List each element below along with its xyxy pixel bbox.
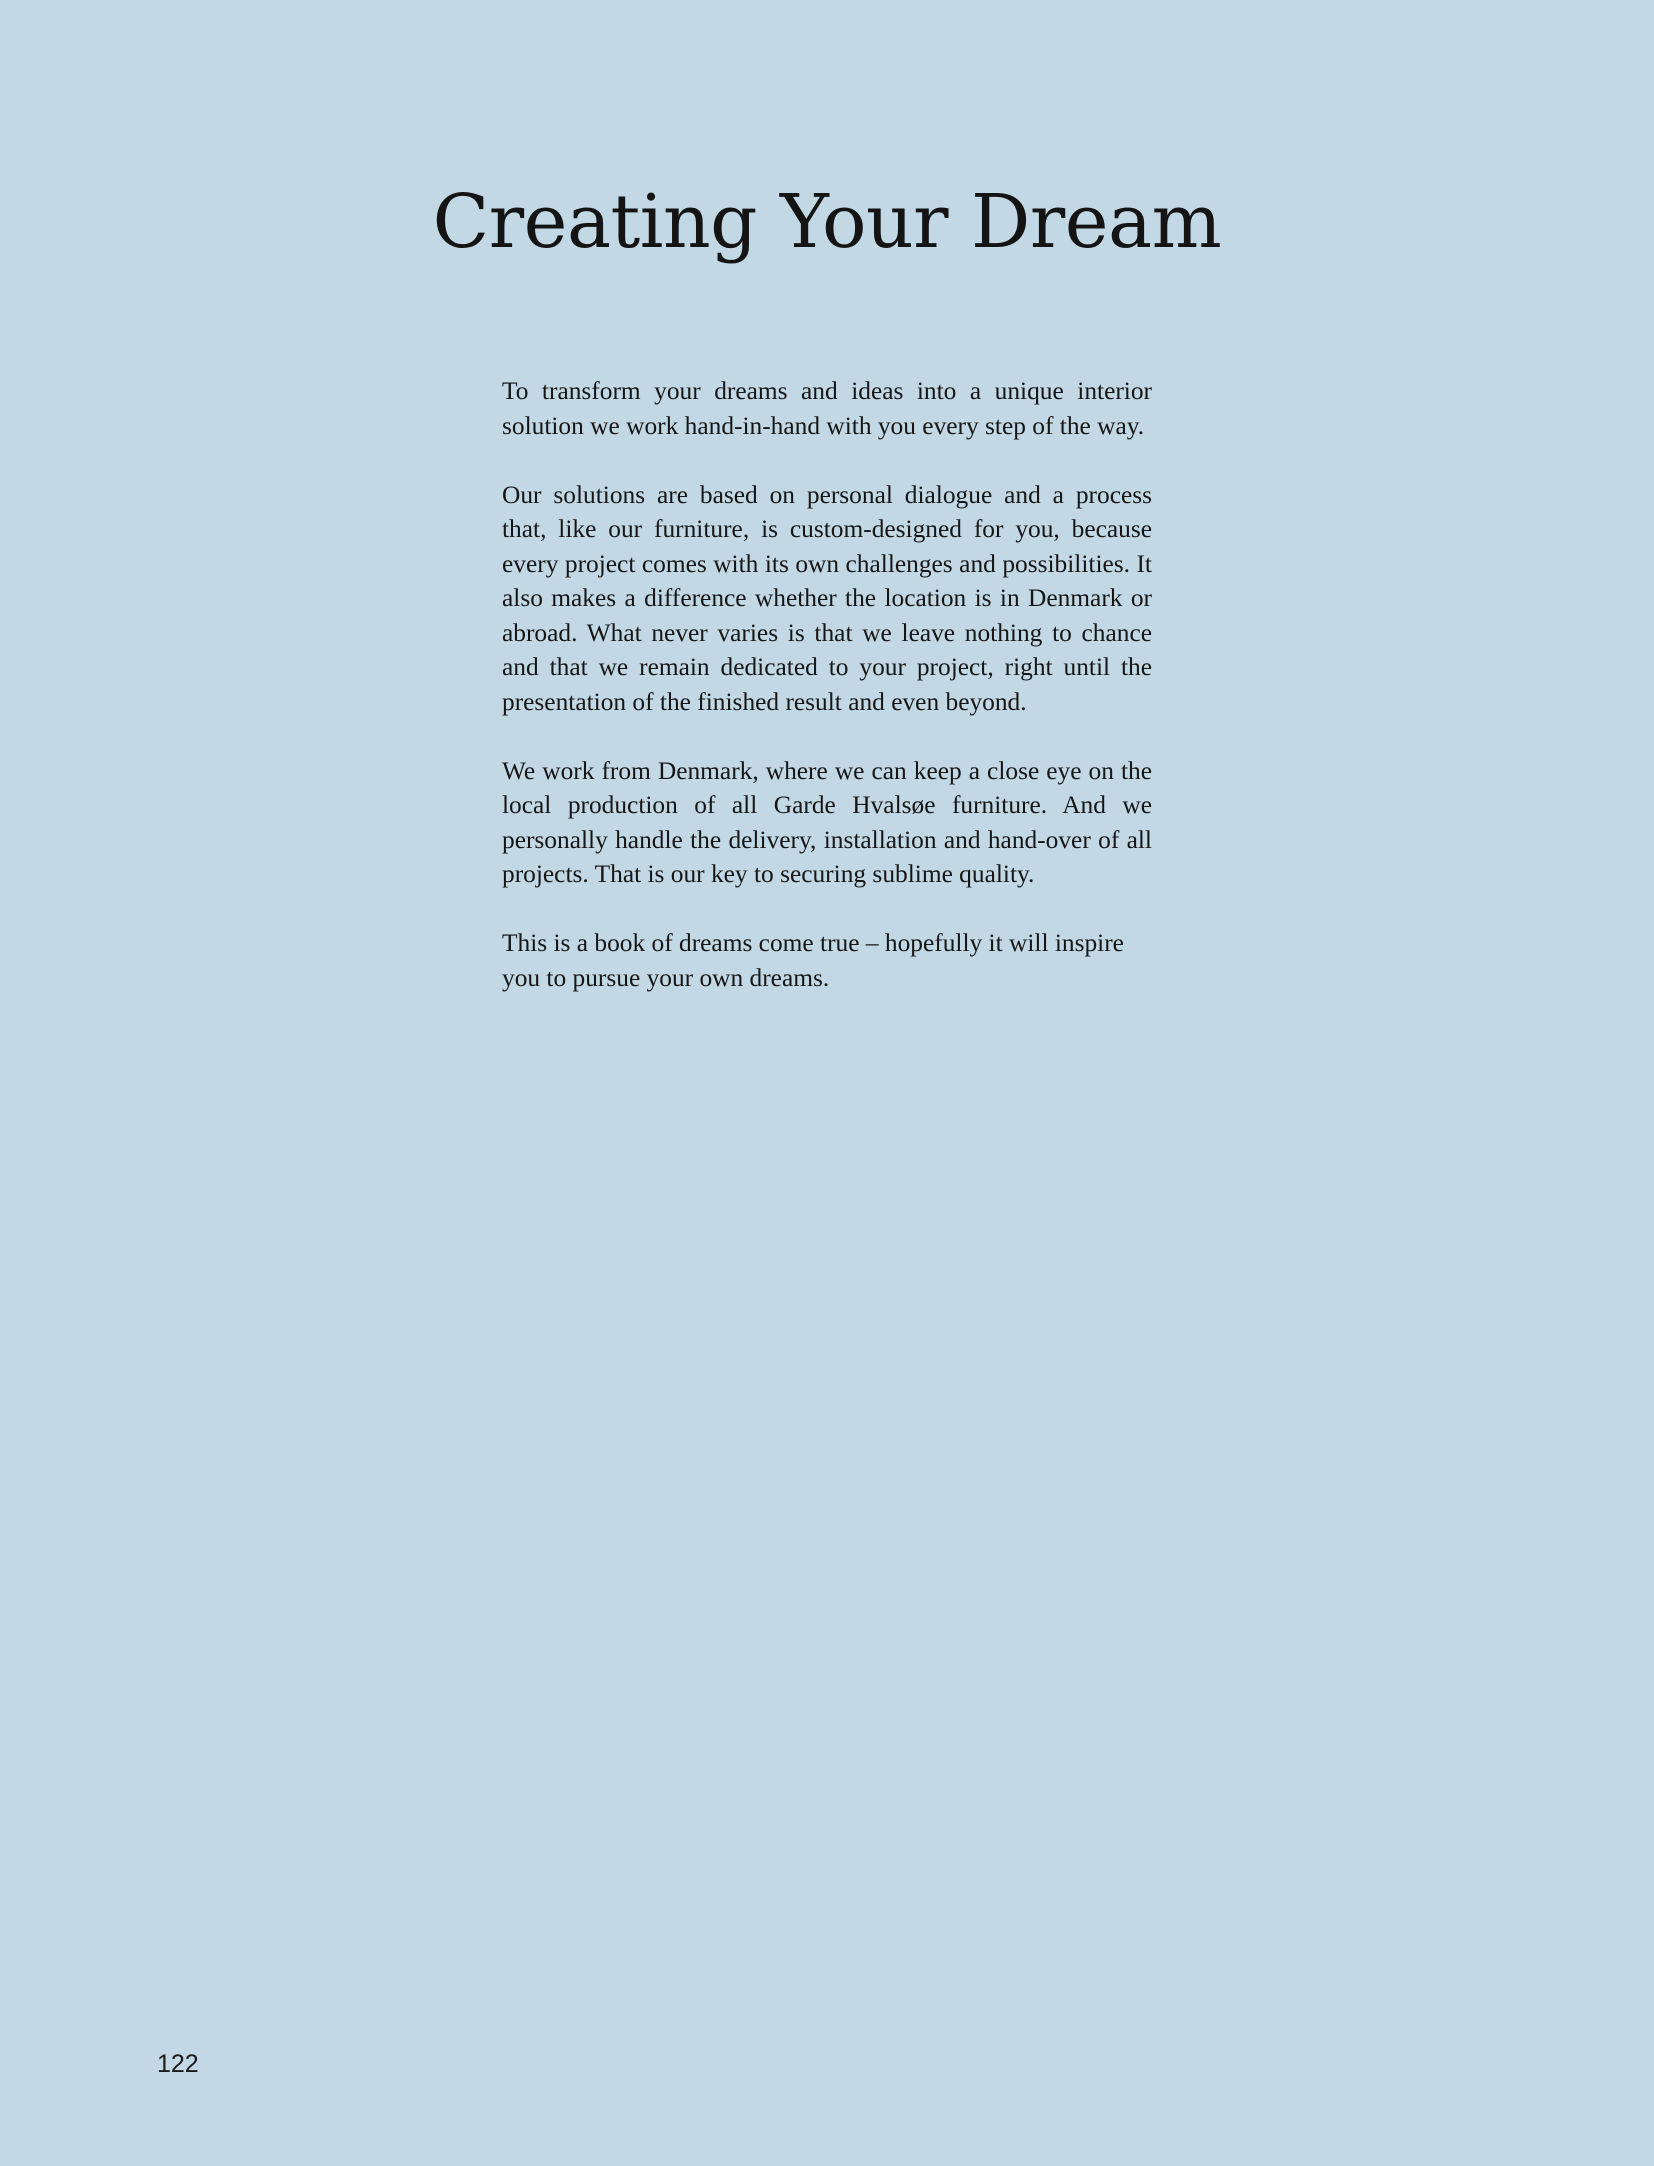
paragraph-process: Our solutions are based on personal dialogue and a process that, like our furniture, is custom-designed for you, because every project comes with its own challenges and possibilities. It also makes a difference whether the location is in Denmark or abroad. What never varies is that we leave nothing to chance and that we remain dedicated to your project, right until the presentation of the finished result and even beyond. bbox=[502, 480, 1152, 716]
body-text bbox=[502, 374, 1152, 1030]
page-number: 122 bbox=[157, 2050, 199, 2078]
paragraph-denmark: We work from Denmark, where we can keep a close eye on the local production of all Garde Hvalsøe furniture. And we personally handle the delivery, installation and hand-over of all projects. That is our key to securing sublime quality. bbox=[502, 756, 1152, 888]
paragraph-intro: To transform your dreams and ideas into a unique interior solution we work hand-in-hand with you every step of the way. bbox=[502, 377, 1152, 440]
paragraph-closing: This is a book of dreams come true – hopefully it will inspire you to pursue your own dreams. bbox=[502, 929, 1124, 992]
page-title: Creating Your Dream bbox=[432, 179, 1222, 265]
